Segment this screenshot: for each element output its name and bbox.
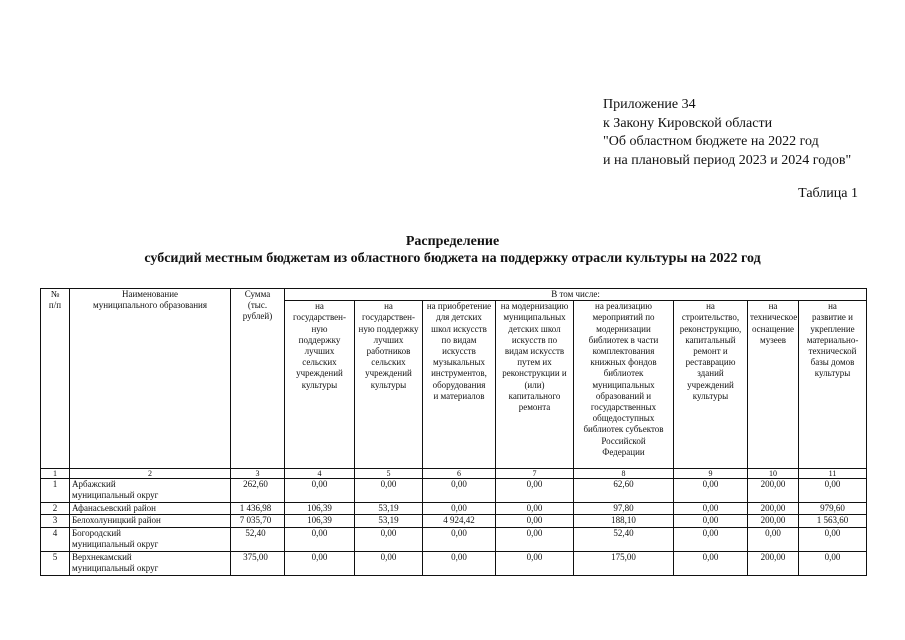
column-number-4: 4 [285, 469, 355, 479]
cell-col-8: 188,10 [574, 515, 674, 527]
cell-col-5: 0,00 [355, 479, 423, 503]
cell-col-11: 979,60 [799, 503, 867, 515]
cell-col-9: 0,00 [674, 503, 748, 515]
cell-col-10: 200,00 [748, 503, 799, 515]
row-number: 3 [41, 515, 70, 527]
row-sum: 375,00 [231, 551, 285, 575]
cell-col-7: 0,00 [496, 503, 574, 515]
header-col-8: на реализацию мероприятий по модернизации библиотек в части комплектования книжных фондов библиотек муниципальных образований и государственных общедоступных библиотек субъектов Российской Федерации [574, 301, 674, 469]
row-sum: 1 436,98 [231, 503, 285, 515]
cell-col-8: 175,00 [574, 551, 674, 575]
cell-col-5: 53,19 [355, 515, 423, 527]
header-col-5: на государствен- ную поддержку лучших работников сельских учреждений культуры [355, 301, 423, 469]
subsidy-table [40, 288, 867, 576]
cell-col-11: 0,00 [799, 527, 867, 551]
column-number-1: 1 [41, 469, 70, 479]
row-number: 1 [41, 479, 70, 503]
row-sum: 262,60 [231, 479, 285, 503]
column-number-6: 6 [423, 469, 496, 479]
header-num: № п/п [41, 289, 70, 469]
header-col-10: на техническое оснащение музеев [748, 301, 799, 469]
header-col-7: на модернизацию муниципальных детских школ искусств по видам искусств путем их реконструкции и (или) капитального ремонта [496, 301, 574, 469]
row-sum: 52,40 [231, 527, 285, 551]
header-col-11: на развитие и укрепление материально- технической базы домов культуры [799, 301, 867, 469]
cell-col-4: 0,00 [285, 527, 355, 551]
cell-col-5: 0,00 [355, 527, 423, 551]
document-title: Распределение [405, 234, 500, 249]
cell-col-11: 0,00 [799, 551, 867, 575]
table-label: Таблица 1 [798, 186, 858, 201]
cell-col-9: 0,00 [674, 479, 748, 503]
municipality-name: Афанасьевский район [70, 503, 231, 515]
cell-col-10: 200,00 [748, 551, 799, 575]
cell-col-11: 0,00 [799, 479, 867, 503]
column-number-3: 3 [231, 469, 285, 479]
municipality-name: Белохолуницкий район [70, 515, 231, 527]
cell-col-10: 200,00 [748, 515, 799, 527]
cell-col-4: 106,39 [285, 515, 355, 527]
row-number: 4 [41, 527, 70, 551]
cell-col-9: 0,00 [674, 515, 748, 527]
cell-col-4: 106,39 [285, 503, 355, 515]
cell-col-10: 0,00 [748, 527, 799, 551]
column-number-8: 8 [574, 469, 674, 479]
column-number-7: 7 [496, 469, 574, 479]
table-row [41, 503, 867, 515]
cell-col-7: 0,00 [496, 551, 574, 575]
column-numbers-row [41, 469, 867, 479]
row-number: 5 [41, 551, 70, 575]
appendix-line-3: "Об областном бюджете на 2022 год [603, 134, 819, 149]
column-number-5: 5 [355, 469, 423, 479]
cell-col-5: 53,19 [355, 503, 423, 515]
header-col-6: на приобретение для детских школ искусств по видам искусств музыкальных инструментов, оборудования и материалов [423, 301, 496, 469]
table-row [41, 479, 867, 503]
cell-col-8: 97,80 [574, 503, 674, 515]
municipality-name: Богородский муниципальный округ [70, 527, 231, 551]
cell-col-7: 0,00 [496, 515, 574, 527]
column-number-11: 11 [799, 469, 867, 479]
appendix-line-4: и на плановый период 2023 и 2024 годов" [603, 152, 852, 168]
row-sum: 7 035,70 [231, 515, 285, 527]
header-group: В том числе: [285, 289, 867, 301]
cell-col-4: 0,00 [285, 479, 355, 503]
cell-col-11: 1 563,60 [799, 515, 867, 527]
appendix-block [603, 96, 851, 170]
cell-col-9: 0,00 [674, 527, 748, 551]
header-col-9: на строительство, реконструкцию, капитальный ремонт и реставрацию зданий учреждений культуры [674, 301, 748, 469]
cell-col-8: 52,40 [574, 527, 674, 551]
cell-col-9: 0,00 [674, 551, 748, 575]
header-name: Наименование муниципального образования [70, 289, 231, 469]
header-row [41, 289, 867, 301]
cell-col-5: 0,00 [355, 551, 423, 575]
appendix-line-2: к Закону Кировской области [603, 115, 773, 131]
cell-col-6: 0,00 [423, 503, 496, 515]
cell-col-6: 0,00 [423, 551, 496, 575]
cell-col-4: 0,00 [285, 551, 355, 575]
document-subtitle: субсидий местным бюджетам из областного бюджета на поддержку отрасли культуры на 2022 год [144, 251, 761, 266]
municipality-name: Арбажский муниципальный округ [70, 479, 231, 503]
header-sum: Сумма (тыс. рублей) [231, 289, 285, 469]
cell-col-10: 200,00 [748, 479, 799, 503]
cell-col-7: 0,00 [496, 527, 574, 551]
appendix-line-1: Приложение 34 [603, 97, 696, 112]
table-row [41, 551, 867, 575]
cell-col-6: 4 924,42 [423, 515, 496, 527]
column-number-9: 9 [674, 469, 748, 479]
cell-col-6: 0,00 [423, 527, 496, 551]
cell-col-8: 62,60 [574, 479, 674, 503]
cell-col-7: 0,00 [496, 479, 574, 503]
cell-col-6: 0,00 [423, 479, 496, 503]
column-number-10: 10 [748, 469, 799, 479]
row-number: 2 [41, 503, 70, 515]
column-number-2: 2 [70, 469, 231, 479]
municipality-name: Верхнекамский муниципальный округ [70, 551, 231, 575]
table-row [41, 515, 867, 527]
header-col-4: на государствен- ную поддержку лучших сельских учреждений культуры [285, 301, 355, 469]
table-row [41, 527, 867, 551]
